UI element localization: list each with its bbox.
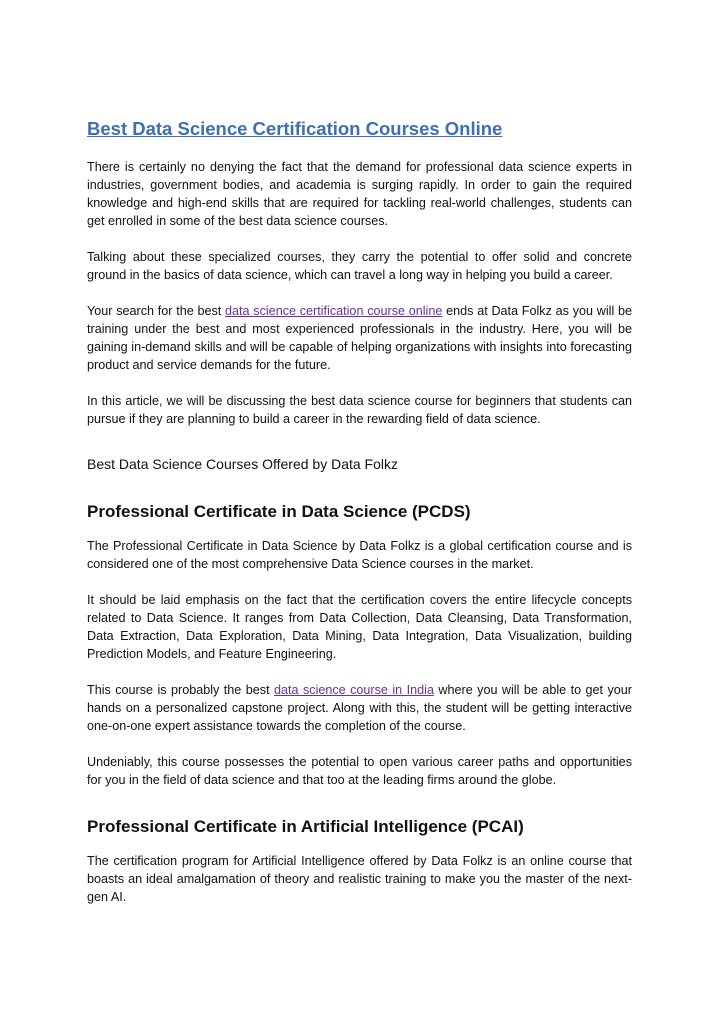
courses-subheading: Best Data Science Courses Offered by Data Folkz — [87, 456, 398, 472]
course-in-india-link[interactable]: data science course in India — [274, 683, 434, 697]
intro-paragraph-4: In this article, we will be discussing the best data science course for beginners that students can pursue if they are planning to build a career in the rewarding field of data science. — [87, 394, 632, 426]
pcds-heading: Professional Certificate in Data Science (PCDS) — [87, 502, 471, 521]
pcai-heading: Professional Certificate in Artificial Intelligence (PCAI) — [87, 817, 524, 836]
intro-paragraph-3 — [87, 302, 632, 374]
certification-course-link[interactable]: data science certification course online — [225, 304, 443, 318]
pcds-paragraph-3-end: where you will be able to get your hands on a personalized capstone project. Along with this, the student will be getting interactive one-on-one expert assistance towards the completion of the course. — [87, 683, 632, 733]
pcds-paragraph-2: It should be laid emphasis on the fact that the certification covers the entire lifecycle concepts related to Data Science. It ranges from Data Collection, Data Cleansing, Data Transformation, Data Extraction, Data Exploration, Data Mining, Data Integration, Data Visualization, building Prediction Models, and Feature Engineering. — [87, 593, 632, 661]
document-page — [87, 116, 632, 906]
page-title: Best Data Science Certification Courses Online — [87, 118, 503, 139]
pcds-paragraph-3 — [87, 681, 632, 735]
intro-paragraph-2: Talking about these specialized courses, they carry the potential to offer solid and concrete ground in the basics of data science, which can travel a long way in helping you build a career. — [87, 250, 632, 282]
pcai-paragraph-1: The certification program for Artificial Intelligence offered by Data Folkz is an online course that boasts an ideal amalgamation of theory and realistic training to make you the master of the next-gen AI. — [87, 854, 632, 904]
pcds-paragraph-4: Undeniably, this course possesses the potential to open various career paths and opportunities for you in the field of data science and that too at the leading firms around the globe. — [87, 755, 632, 787]
pcds-paragraph-1: The Professional Certificate in Data Science by Data Folkz is a global certification course and is considered one of the most comprehensive Data Science courses in the market. — [87, 539, 632, 571]
intro-paragraph-3-end: ends at Data Folkz as you will be training under the best and most experienced professionals in the industry. Here, you will be gaining in-demand skills and will be capable of helping organizations with insights into forecasting product and service demands for the future. — [87, 304, 633, 372]
pcds-paragraph-3-start: This course is probably the best — [87, 683, 275, 697]
intro-paragraph-1: There is certainly no denying the fact that the demand for professional data science experts in industries, government bodies, and academia is surging rapidly. In order to gain the required knowledge and high-end skills that are required for tackling real-world challenges, students can get enrolled in some of the best data science courses. — [87, 160, 632, 228]
intro-paragraph-3-start: Your search for the best — [87, 304, 226, 318]
